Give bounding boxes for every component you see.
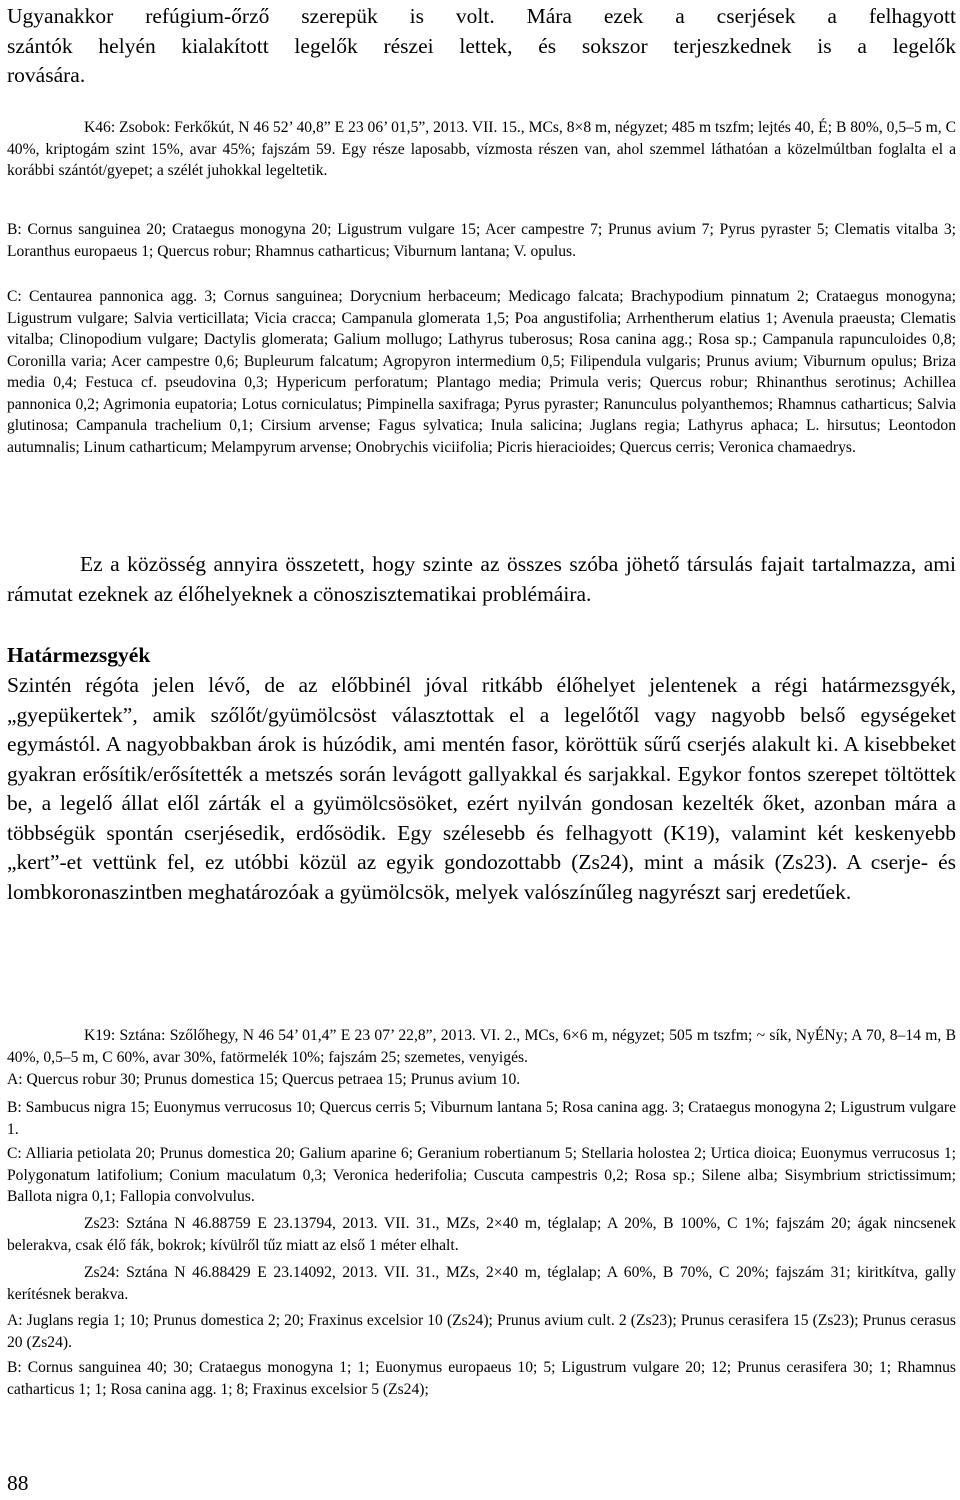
k19-header: K19: Sztána: Szőlőhegy, N 46 54’ 01,4” E 23 07’ 22,8”, 2013. VI. 2., MCs, 6×6 m, négyzet; 505 m tszfm; ~ sík, NyÉNy; A 70, 8–14 m, B 40%, 0,5–5 m, C 60%, avar 30%, fatörmelék 10%; fajszám 25; szemetes, venyigés. — [7, 1027, 956, 1066]
k46-header: K46: Zsobok: Ferkőkút, N 46 52’ 40,8” E 23 06’ 01,5”, 2013. VII. 15., MCs, 8×8 m, négyzet; 485 m tszfm; lejtés 40, É; B 80%, 0,5–5 m, C 40%, kriptogám szint 15%, avar 45%; fajszám 59. Egy része laposabb, vízmosta részen van, ahol szemmel láthatóan a közelmúltban foglalta el a korábbi szántót/gyepet; a szélét juhokkal legeltetik. — [7, 119, 956, 179]
intro-line-3: rovására. — [7, 63, 86, 87]
k19-c-layer: C: Alliaria petiolata 20; Prunus domestica 20; Galium aparine 6; Geranium robertianum 5; Stellaria holostea 2; Urtica dioica; Euonymus verrucosus 1; Polygonatum latifolium; Conium maculatum 0,3; Veronica hederifolia; Cuscuta campestris 0,2; Rosa sp.; Silene alba; Sisymbrium strictissimum; Ballota nigra 0,1; Fallopia convolvulus. — [7, 1145, 956, 1205]
k46-c-layer: C: Centaurea pannonica agg. 3; Cornus sanguinea; Dorycnium herbaceum; Medicago falcata; Brachypodium pinnatum 2; Crataegus monogyna; Ligustrum vulgare; Salvia verticillata; Vicia cracca; Campanula glomerata 1,5; Poa angustifolia; Arrhentherum elatius 1; Avenula praeusta; Clematis vitalba; Clinopodium vulgare; Dactylis glomerata; Galium mollugo; Lathyrus tuberosus; Rosa canina agg.; Rosa sp.; Campanula rapunculoides 0,8; Coronilla varia; Acer campestre 0,6; Bupleurum falcatum; Agropyron intermedium 0,5; Filipendula vulgaris; Prunus avium; Viburnum opulus; Briza media 0,4; Festuca cf. pseudovina 0,3; Hypericum perforatum; Plantago media; Primula veris; Quercus robur; Rhinanthus serotinus; Achillea pannonica 0,2; Agrimonia eupatoria; Lotus corniculatus; Pimpinella saxifraga; Pyrus pyraster; Ranunculus polyanthemos; Rhamnus catharticus; Salvia glutinosa; Campanula trachelium 0,1; Cirsium arvense; Fagus sylvatica; Inula salicina; Juglans regia; Lathyrus aphaca; L. hirsutus; Leontodon autumnalis; Linum catharticum; Melampyrum arvense; Onobrychis viciifolia; Picris hieracioides; Quercus cerris; Veronica chamaedrys. — [7, 288, 956, 456]
section-title: Határmezsgyék — [7, 643, 151, 667]
page-number: 88 — [7, 1471, 29, 1495]
zs24-b-layer: B: Cornus sanguinea 40; 30; Crataegus monogyna 1; 1; Euonymus europaeus 10; 5; Ligustrum vulgare 20; 12; Prunus cerasifera 30; 1; Rhamnus catharticus 1; 1; Rosa canina agg. 1; 8; Fraxinus excelsior 5 (Zs24); — [7, 1359, 956, 1398]
intro-paragraph — [7, 2, 956, 91]
zs24-a-layer: A: Juglans regia 1; 10; Prunus domestica 2; 20; Fraxinus excelsior 10 (Zs24); Prunus avium cult. 2 (Zs23); Prunus cerasifera 15 (Zs23); Prunus cerasus 20 (Zs24). — [7, 1312, 956, 1351]
zs24-header: Zs24: Sztána N 46.88429 E 23.14092, 2013. VII. 31., MZs, 2×40 m, téglalap; A 60%, B 70%, C 20%; fajszám 31; kiritkítva, gally kerítésnek berakva. — [7, 1264, 956, 1303]
k19-b-layer: B: Sambucus nigra 15; Euonymus verrucosus 10; Quercus cerris 5; Viburnum lantana 5; Rosa canina agg. 3; Crataegus monogyna 2; Ligustrum vulgare 1. — [7, 1099, 956, 1138]
intro-line-2: szántók helyén kialakított legelők részei lettek, és sokszor terjeszkednek is a legelők — [7, 33, 956, 58]
k19-a-layer: A: Quercus robur 30; Prunus domestica 15; Quercus petraea 15; Prunus avium 10. — [7, 1071, 521, 1088]
intro-line-1: Ugyanakkor refúgium-őrző szerepük is volt. Mára ezek a cserjések a felhagyott — [7, 4, 956, 28]
summary-paragraph: Ez a közösség annyira összetett, hogy szinte az összes szóba jöhető társulás fajait tartalmazza, ami rámutat ezeknek az élőhelyeknek a cönoszisztematikai problémáira. — [7, 552, 956, 606]
section-body: Szintén régóta jelen lévő, de az előbbinél jóval ritkább élőhelyet jelentenek a régi határmezsgyék, „gyepükertek”, amik szőlőt/gyümölcsöst választottak el a legelőtől vagy nagyobb belső egységeket egymástól. A nagyobbakban árok is húzódik, ami mentén fasor, köröttük sűrű cserjés alakult ki. A kisebbeket gyakran erősítik/erősítették a metszés során levágott gallyakkal és sarjakkal. Egykor fontos szerepet töltöttek be, a legelő állat elől zárták el a gyümölcsösöket, ezért nyilván gondosan kezelték őket, azonban mára a többségük spontán cserjésedik, erdősödik. Egy szélesebb és felhagyott (K19), valamint két keskenyebb „kert”-et vettünk fel, ez utóbbi közül az egyik gondozottabb (Zs24), mint a másik (Zs23). A cserje- és lombkoronaszintben meghatározóak a gyümölcsök, melyek valószínűleg nagyrészt sarj eredetűek. — [7, 673, 956, 904]
k46-b-layer: B: Cornus sanguinea 20; Crataegus monogyna 20; Ligustrum vulgare 15; Acer campestre 7; Prunus avium 7; Pyrus pyraster 5; Clematis vitalba 3; Loranthus europaeus 1; Quercus robur; Rhamnus catharticus; Viburnum lantana; V. opulus. — [7, 221, 956, 260]
zs23-header: Zs23: Sztána N 46.88759 E 23.13794, 2013. VII. 31., MZs, 2×40 m, téglalap; A 20%, B 100%, C 1%; fajszám 20; ágak nincsenek belerakva, csak élő fák, bokrok; kívülről tűz miatt az első 1 méter elhalt. — [7, 1215, 956, 1254]
